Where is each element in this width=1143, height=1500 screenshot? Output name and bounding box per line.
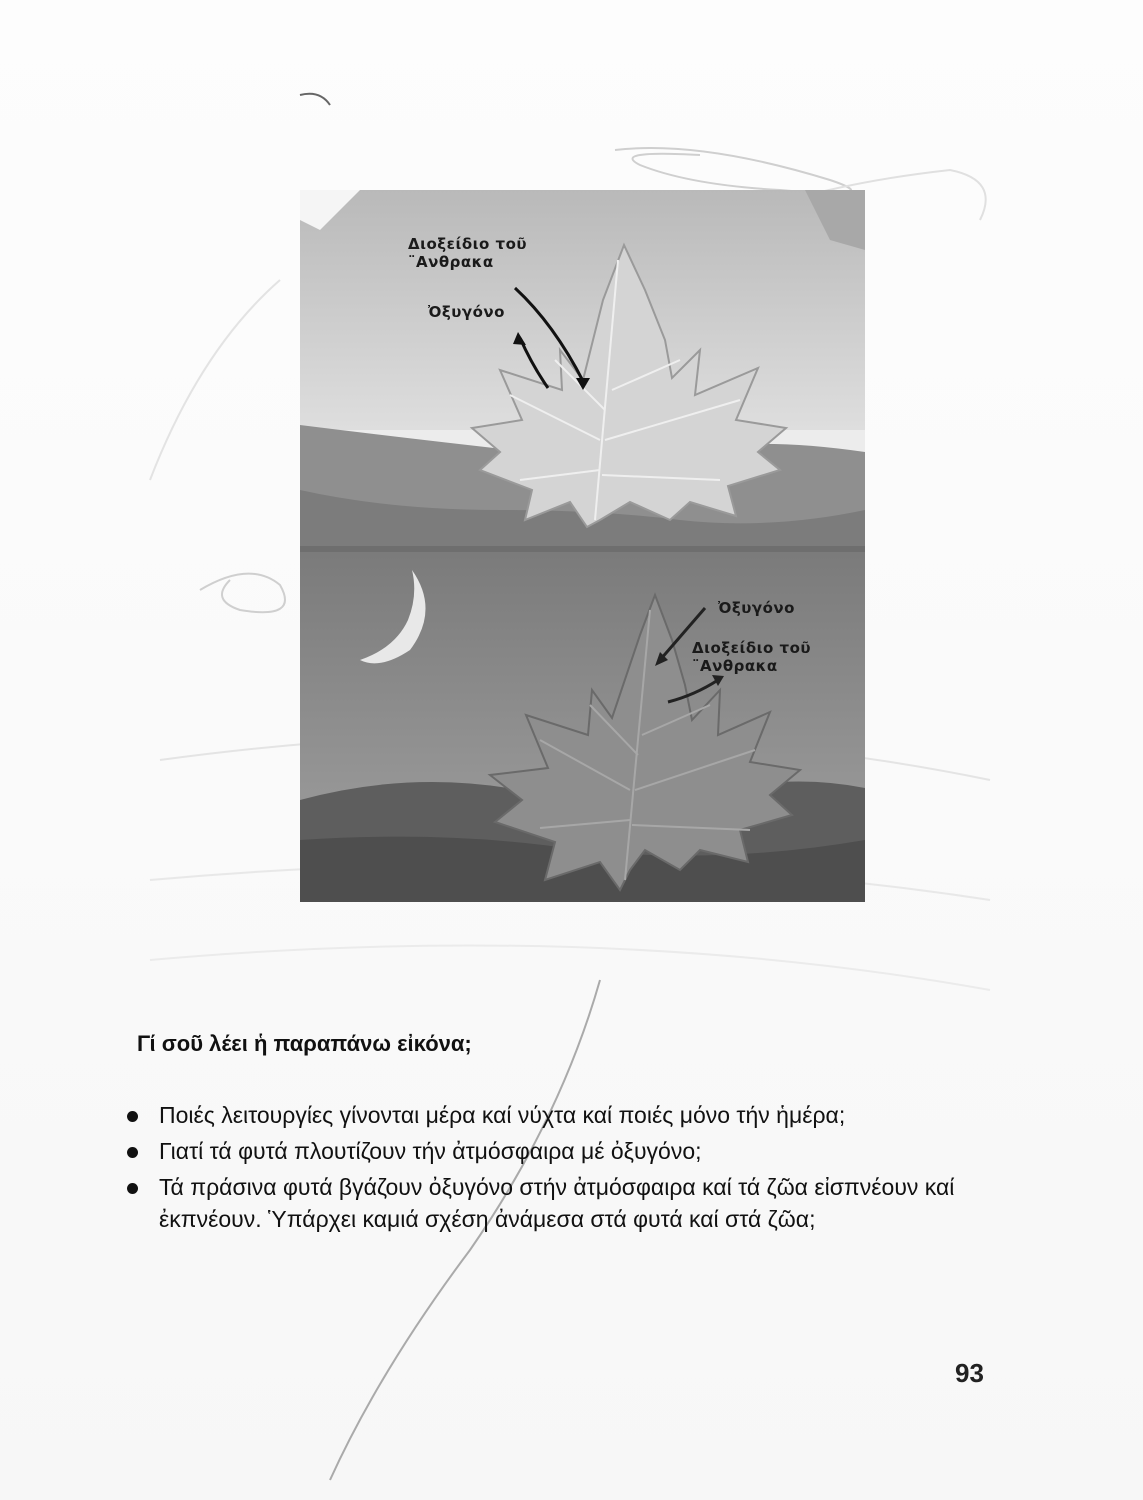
question-text: Τά πράσινα φυτά βγάζουν ὀξυγόνο στήν ἀτμόσφαιρα καί τά ζῶα εἰσπνέουν καί ἐκπνέουν. Ὑπάρχει καμιά σχέση ἀνάμεσα στά φυτά καί στά ζῶα;: [159, 1174, 955, 1232]
questions-heading: Γί σοῦ λέει ἡ παραπάνω εἰκόνα;: [137, 1031, 472, 1056]
question-item: [125, 1171, 1005, 1235]
question-list: [125, 1099, 1005, 1239]
day-night-illustration: [300, 190, 865, 902]
bullet-icon: [127, 1111, 138, 1122]
question-text: Γιατί τά φυτά πλουτίζουν τήν ἀτμόσφαιρα μέ ὀξυγόνο;: [159, 1138, 702, 1164]
photosynthesis-figure: [300, 190, 865, 902]
bullet-icon: [127, 1183, 138, 1194]
night-o2-label: Ὀξυγόνο: [718, 599, 795, 617]
question-item: [125, 1099, 1005, 1131]
bullet-icon: [127, 1147, 138, 1158]
day-o2-label: Ὀξυγόνο: [428, 303, 505, 321]
day-co2-label: Διοξείδιο τοῦ ¨Ανθρακα: [408, 235, 527, 271]
night-co2-label: Διοξείδιο τοῦ ¨Ανθρακα: [692, 639, 811, 675]
question-text: Ποιές λειτουργίες γίνονται μέρα καί νύχτα καί ποιές μόνο τήν ἡμέρα;: [159, 1102, 846, 1128]
question-item: [125, 1135, 1005, 1167]
page-number: 93: [955, 1358, 984, 1388]
